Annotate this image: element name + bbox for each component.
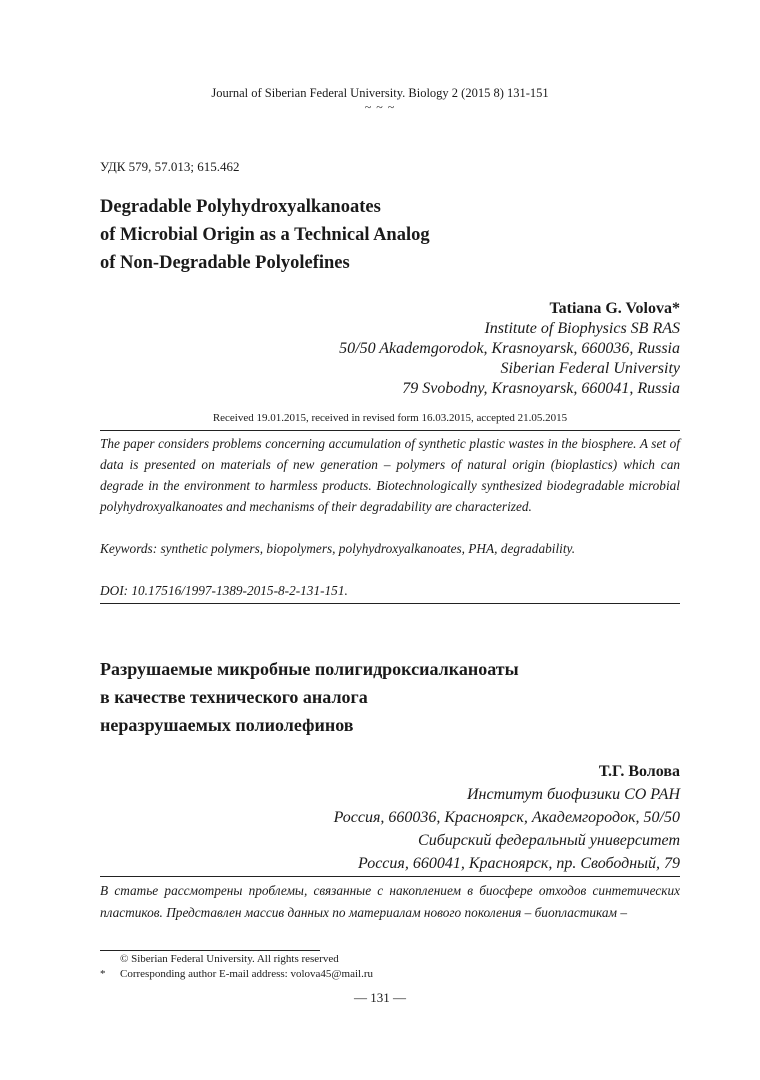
- affiliation-line-ru: Институт биофизики СО РАН: [466, 786, 680, 803]
- udk-code: УДК 579, 57.013; 615.462: [100, 159, 240, 174]
- abstract-ru-top-rule: [100, 876, 680, 877]
- header-ornament: ~ ~ ~: [364, 100, 396, 114]
- author-english: [339, 299, 680, 399]
- affiliation-line-ru: Сибирский федеральный университет: [418, 832, 680, 849]
- affiliation-line: 50/50 Akademgorodok, Krasnoyarsk, 660036, Russia: [339, 340, 680, 357]
- author-name: Tatiana G. Volova*: [549, 300, 680, 317]
- footnote-text: © Siberian Federal University. All rights reserved: [120, 953, 339, 965]
- footnotes: [100, 952, 373, 982]
- journal-header: Journal of Siberian Federal University. Biology 2 (2015 8) 131-151: [211, 86, 549, 100]
- title-russian: [100, 655, 519, 739]
- abstract-top-rule: [100, 430, 680, 431]
- abstract-ru-text: В статье рассмотрены проблемы, связанные с накоплением в биосфере отходов синтетических пластиков. Представлен массив данных по материалам нового поколения – биопластикам –: [100, 883, 680, 920]
- abstract-text: The paper considers problems concerning accumulation of synthetic plastic wastes in the biosphere. A set of data is presented on materials of new generation – polymers of natural origin (bioplastics) which can degrade in the environment to harmless products. Biotechnologically synthesized biodegradable microbial polyhydroxyalkanoates and mechanisms of their degradability are characterized.: [100, 436, 680, 514]
- page-number: — 131 —: [354, 990, 406, 1005]
- title-ru-line: в качестве технического аналога: [100, 687, 368, 707]
- title-ru-line: Разрушаемые микробные полигидроксиалканоаты: [100, 659, 519, 679]
- abstract-russian: [100, 880, 680, 924]
- footnote-copyright: [100, 952, 373, 967]
- footnote-text: Corresponding author E-mail address: volova45@mail.ru: [120, 968, 373, 980]
- title-en-line: of Microbial Origin as a Technical Analog: [100, 225, 430, 245]
- title-english: [100, 193, 430, 277]
- author-name-ru: Т.Г. Волова: [598, 763, 680, 780]
- doi: DOI: 10.17516/1997-1389-2015-8-2-131-151.: [100, 583, 348, 598]
- footnote-mark: [100, 952, 120, 967]
- affiliation-line: 79 Svobodny, Krasnoyarsk, 660041, Russia: [402, 380, 680, 397]
- title-ru-line: неразрушаемых полиолефинов: [100, 715, 354, 735]
- abstract-english: [100, 433, 680, 517]
- affiliation-line: Institute of Biophysics SB RAS: [484, 320, 680, 337]
- received-dates: Received 19.01.2015, received in revised form 16.03.2015, accepted 21.05.2015: [212, 412, 568, 424]
- footnote-mark: *: [100, 968, 106, 980]
- title-en-line: of Non-Degradable Polyolefines: [100, 253, 350, 273]
- affiliation-line: Siberian Federal University: [500, 360, 680, 377]
- abstract-bottom-rule: [100, 603, 680, 604]
- footnote-corresponding: [100, 967, 373, 982]
- keywords: Keywords: synthetic polymers, biopolymers, polyhydroxyalkanoates, PHA, degradability.: [100, 541, 576, 556]
- author-russian: [334, 760, 680, 875]
- footnote-rule: [100, 950, 320, 951]
- title-en-line: Degradable Polyhydroxyalkanoates: [100, 197, 381, 217]
- affiliation-line-ru: Россия, 660036, Красноярск, Академгородок, 50/50: [333, 809, 680, 826]
- affiliation-line-ru: Россия, 660041, Красноярск, пр. Свободный, 79: [358, 855, 680, 872]
